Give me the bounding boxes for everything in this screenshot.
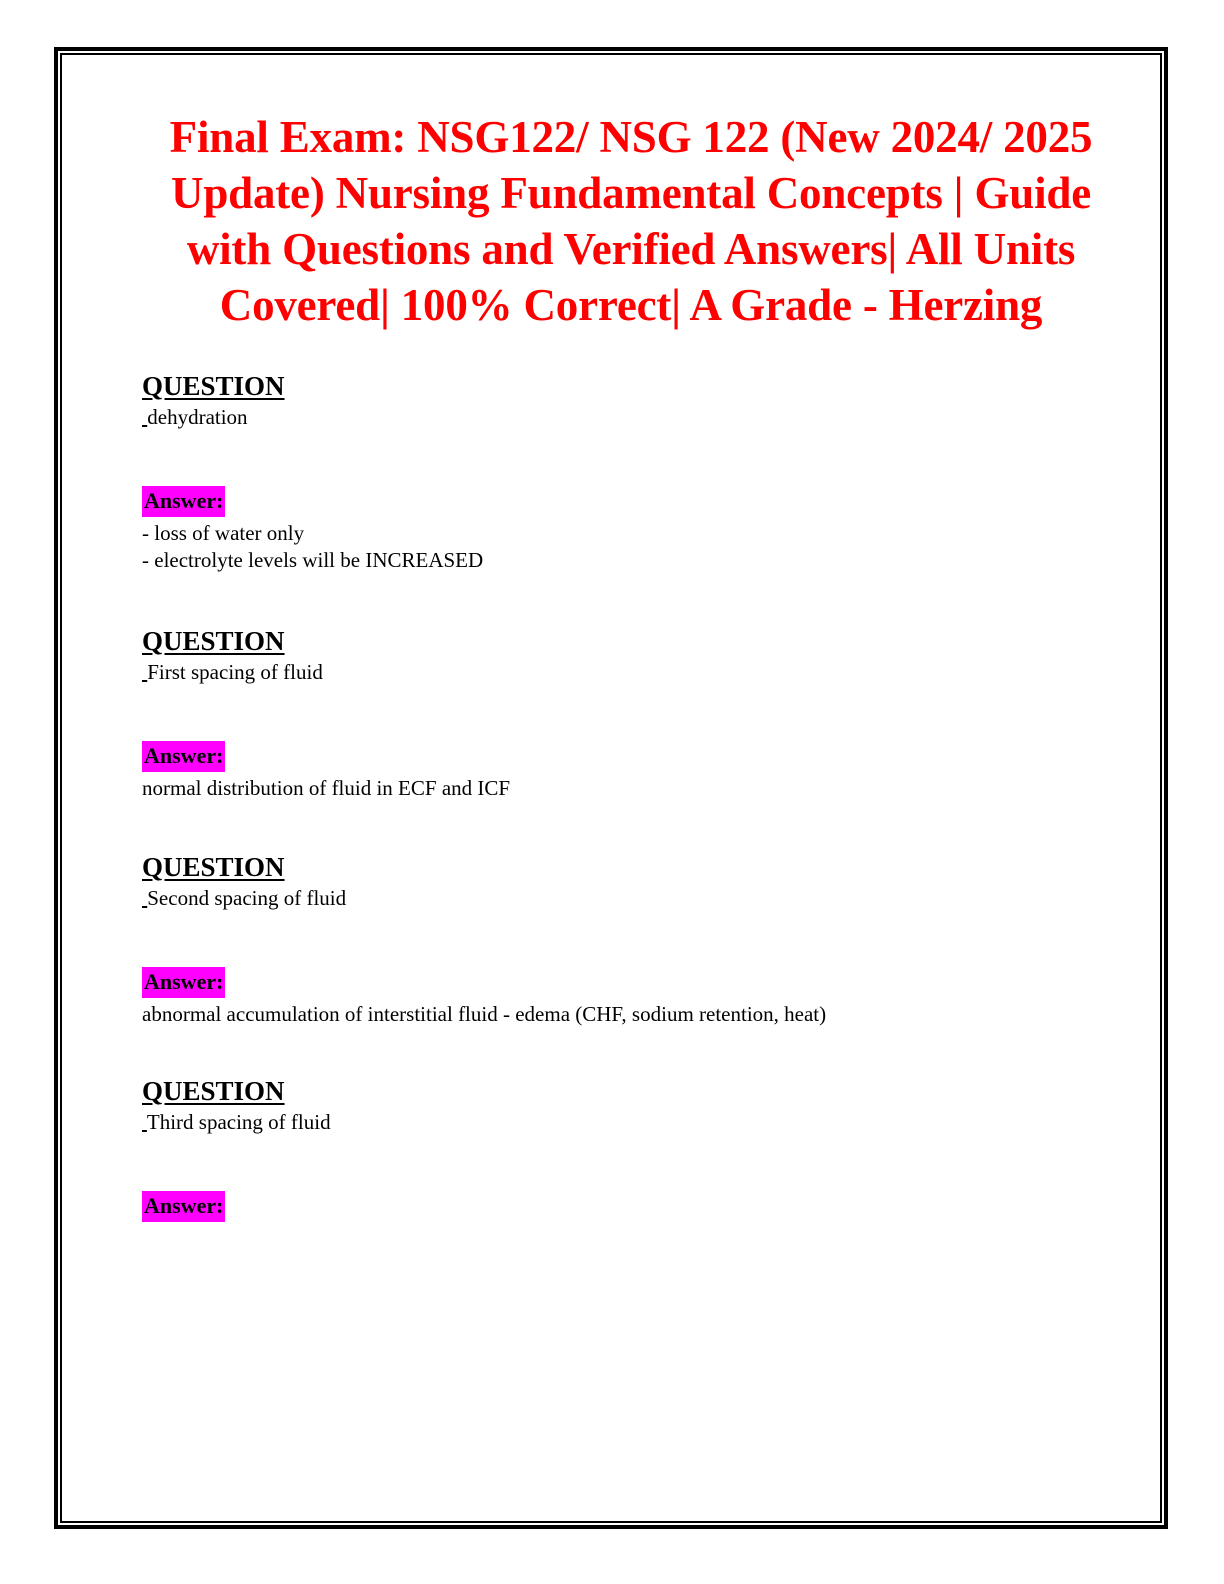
question-label: QUESTION <box>142 626 285 656</box>
answer-label: Answer: <box>142 486 225 517</box>
question-text: Second spacing of fluid <box>147 886 347 910</box>
question-text: Third spacing of fluid <box>146 1110 331 1134</box>
answer-label: Answer: <box>142 967 225 998</box>
qa-block <box>142 852 1120 1028</box>
page-title: Final Exam: NSG122/ NSG 122 (New 2024/ 2025 Update) Nursing Fundamental Concepts | Guide with Questions and Verified Answers| All Units Covered| 100% Correct| A Grade - Herzing <box>169 112 1093 330</box>
question-text: First spacing of fluid <box>147 660 323 684</box>
answer-label-row <box>142 741 1120 773</box>
answer-line: - electrolyte levels will be INCREASED <box>142 548 484 572</box>
answer-label: Answer: <box>142 1191 225 1222</box>
answer-line: normal distribution of fluid in ECF and ICF <box>142 776 511 800</box>
question-text-row <box>142 1109 1120 1135</box>
answer-line: - loss of water only <box>142 521 305 545</box>
question-text: dehydration <box>147 405 248 429</box>
question-heading-row <box>142 1076 1120 1106</box>
question-heading-row <box>142 371 1120 401</box>
page-border-frame <box>54 47 1168 1529</box>
answer-label-row <box>142 967 1120 999</box>
question-label: QUESTION <box>142 852 285 882</box>
answer-lines <box>142 520 1120 574</box>
qa-block <box>142 1076 1120 1223</box>
question-label: QUESTION <box>142 1076 285 1106</box>
question-heading-row <box>142 626 1120 656</box>
answer-label: Answer: <box>142 741 225 772</box>
answer-label-row <box>142 1191 1120 1223</box>
answer-lines <box>142 1001 1120 1028</box>
answer-line: abnormal accumulation of interstitial fluid - edema (CHF, sodium retention, heat) <box>142 1002 827 1026</box>
page-content <box>62 55 1160 1521</box>
question-text-row <box>142 404 1120 430</box>
question-heading-row <box>142 852 1120 882</box>
question-label: QUESTION <box>142 371 285 401</box>
question-text-row <box>142 659 1120 685</box>
question-text-row <box>142 885 1120 911</box>
answer-label-row <box>142 486 1120 518</box>
answer-lines <box>142 775 1120 802</box>
qa-block <box>142 371 1120 574</box>
page-border-inner-rule <box>60 53 1162 1523</box>
qa-block <box>142 626 1120 802</box>
